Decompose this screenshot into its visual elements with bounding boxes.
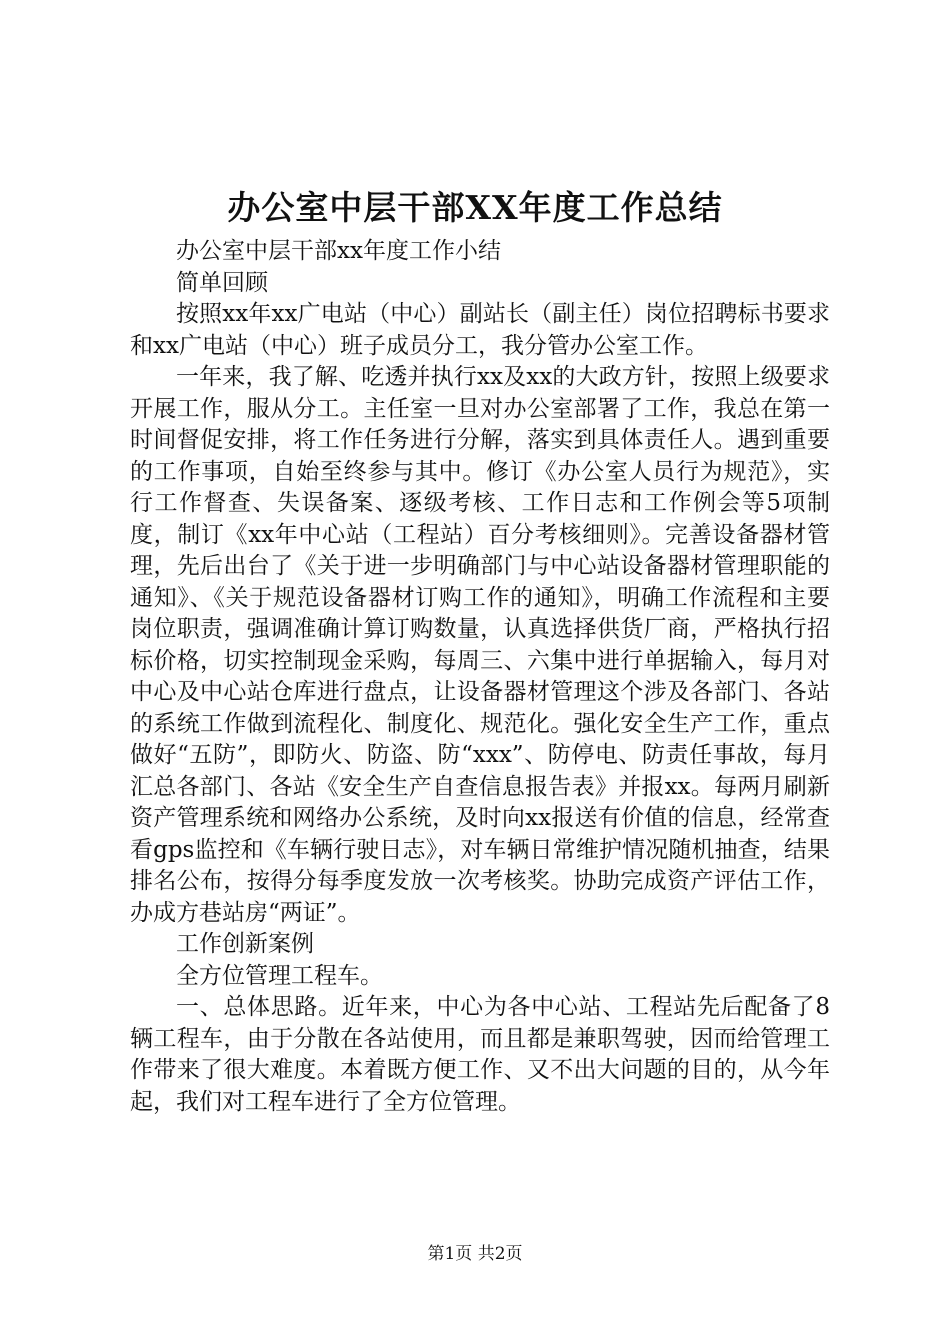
document-title: 办公室中层干部XX年度工作总结 xyxy=(227,188,723,227)
section-heading-innovation: 工作创新案例 xyxy=(176,931,314,957)
body-paragraph: 一、总体思路。近年来，中心为各中心站、工程站先后配备了8辆工程车，由于分散在各站使用，而且都是兼职驾驶，因而给管理工作带来了很大难度。本着既方便工作、又不出大问题的目的，从今年起，我们对工程车进行了全方位管理。 xyxy=(130,994,830,1115)
case-title-paragraph: 全方位管理工程车。 xyxy=(176,962,383,989)
page-footer: 第1页 共2页 xyxy=(427,1244,523,1264)
subtitle-paragraph: 办公室中层干部xx年度工作小结 xyxy=(176,238,501,264)
body-paragraph: 按照xx年xx广电站（中心）副站长（副主任）岗位招聘标书要求和xx广电站（中心）班子成员分工，我分管办公室工作。 xyxy=(130,301,830,359)
section-heading-review: 简单回顾 xyxy=(176,269,268,296)
body-paragraph: 一年来，我了解、吃透并执行xx及xx的大政方针，按照上级要求开展工作，服从分工。主任室一旦对办公室部署了工作，我总在第一时间督促安排，将工作任务进行分解，落实到具体责任人。遇到重要的工作事项，自始至终参与其中。修订《办公室人员行为规范》，实行工作督查、失误备案、逐级考核、工作日志和工作例会等5项制度，制订《xx年中心站（工程站）百分考核细则》。完善设备器材管理，先后出台了《关于进一步明确部门与中心站设备器材管理职能的通知》、《关于规范设备器材订购工作的通知》，明确工作流程和主要岗位职责，强调准确计算订购数量，认真选择供货厂商，严格执行招标价格，切实控制现金采购，每周三、六集中进行单据输入，每月对中心及中心站仓库进行盘点，让设备器材管理这个涉及各部门、各站的系统工作做到流程化、制度化、规范化。强化安全生产工作，重点做好“五防”，即防火、防盗、防“xxx”、防停电、防责任事故，每月汇总各部门、各站《安全生产自查信息报告表》并报xx。每两月刷新资产管理系统和网络办公系统，及时向xx报送有价值的信息，经常查看gps监控和《车辆行驶日志》，对车辆日常维护情况随机抽查，结果排名公布，按得分每季度发放一次考核奖。协助完成资产评估工作，办成方巷站房“两证”。 xyxy=(130,364,830,926)
document-body xyxy=(130,236,830,1118)
